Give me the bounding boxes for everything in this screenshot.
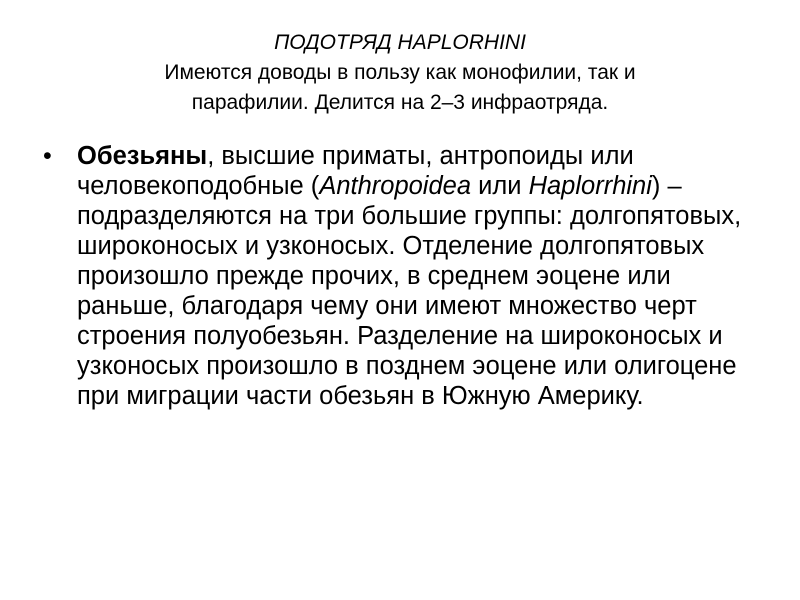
title-subtitle-line-2: парафилии. Делится на 2–3 инфраотряда.: [191, 91, 609, 114]
bullet-text-1: , высшие приматы, антропоиды или человекоподобные (: [77, 142, 634, 200]
bullet-term: Обезьяны: [77, 142, 208, 170]
title-subtitle-line-1: Имеются доводы в пользу как монофилии, так и: [164, 61, 636, 84]
latin-name-anthropoidea: Anthropoidea: [319, 172, 472, 200]
bullet-marker: •: [43, 142, 52, 170]
slide-title: [60, 28, 740, 118]
latin-name-haplorrhini: Haplorrhini: [528, 172, 652, 200]
title-suborder: ПОДОТРЯД HAPLORHINI: [274, 31, 526, 54]
bullet-item: [40, 141, 770, 411]
bullet-text-2: или: [471, 172, 529, 200]
slide-body: [40, 141, 770, 411]
bullet-text-3: ) – подразделяются на три большие группы: долгопятовых, широконосых и узконосых. Отделение долгопятовых произошло прежде прочих, в среднем эоцене или раньше, благодаря чему они имеют множество черт строения полуобезьян. Разделение на широконосых и узконосых произошло в позднем эоцене или олигоцене при миграции части обезьян в Южную Америку.: [77, 172, 742, 410]
